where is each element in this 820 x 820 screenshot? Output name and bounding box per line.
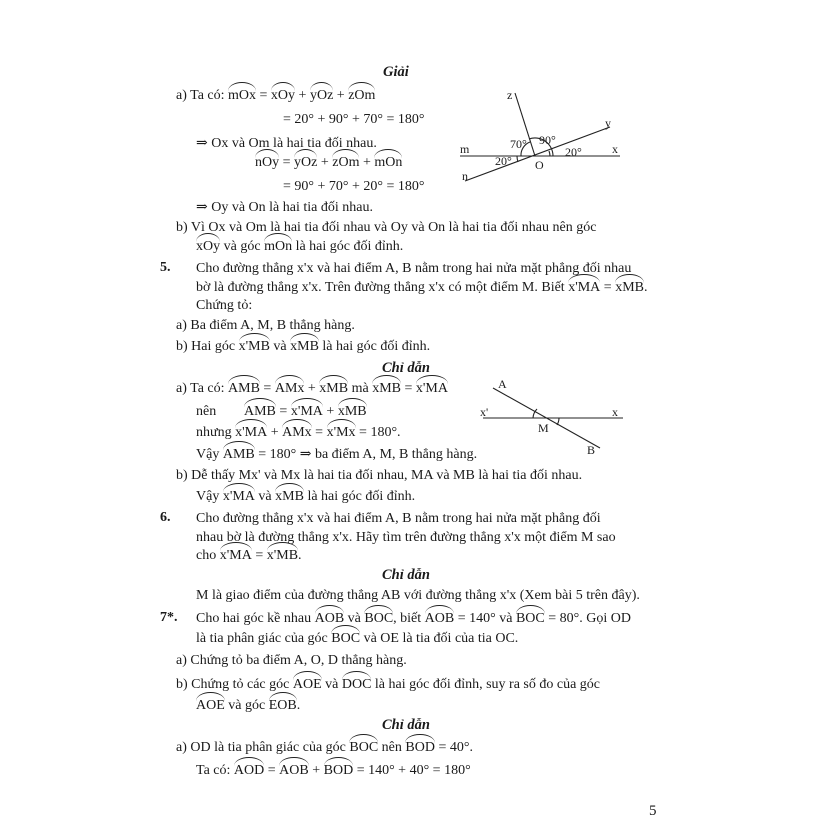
problem-7-number: 7*.: [160, 610, 178, 625]
c6-line-1: M là giao điểm của đường thẳng AB với đường thẳng x'x (Xem bài 5 trên đây).: [196, 588, 640, 603]
label-x-prime: x': [480, 405, 489, 419]
angle: mOx: [228, 88, 257, 103]
problem-6-number: 6.: [160, 510, 171, 525]
angle: xOy: [196, 239, 221, 254]
line-n-y: [465, 127, 610, 181]
text: a) Ta có:: [176, 88, 229, 103]
text: mà: [348, 381, 373, 396]
sol-line-5: = 90° + 70° + 20° = 180°: [283, 179, 425, 194]
angle: x'Mx: [326, 425, 356, 440]
text: cho: [196, 548, 220, 563]
sol-line-8: [196, 238, 403, 256]
angle: zOm: [348, 88, 376, 103]
angle: AOD: [233, 763, 265, 778]
p7-part-b-1: [176, 676, 600, 694]
angle: BOC: [364, 611, 394, 626]
c5-line-3: [196, 424, 401, 442]
text: nhưng: [196, 425, 236, 440]
c5-line-1: [176, 380, 448, 398]
text: .: [644, 280, 648, 295]
angle: AOE: [196, 698, 225, 713]
sol-line-3: ⇒ Ox và Om là hai tia đối nhau.: [196, 136, 377, 151]
text: =: [259, 381, 275, 396]
text: =: [401, 381, 416, 396]
angle: x'MA: [235, 425, 268, 440]
text: +: [308, 763, 324, 778]
text: và góc: [220, 239, 265, 254]
angle: xMB: [337, 404, 367, 419]
angle: AOB: [314, 611, 345, 626]
p5-line-3: Chứng tỏ:: [196, 298, 253, 313]
text: +: [359, 155, 375, 170]
label-20-right: 20°: [565, 145, 582, 159]
text: và góc: [224, 698, 269, 713]
text: =: [264, 763, 280, 778]
angle: BOC: [349, 740, 379, 755]
figure-line-amb: [475, 378, 635, 458]
text: Vậy: [196, 447, 223, 462]
text: b) Chứng tỏ các góc: [176, 677, 293, 692]
c5-line-6: [196, 488, 415, 506]
text: = 40°.: [434, 740, 473, 755]
angle: BOD: [405, 740, 435, 755]
angle: x'MA: [219, 548, 252, 563]
text: = 180°.: [355, 425, 401, 440]
text: là hai góc đối đỉnh.: [292, 239, 404, 254]
text: +: [333, 88, 349, 103]
heading-giai: Giải: [383, 64, 409, 80]
p7-line-2: [196, 630, 518, 648]
text: = 140° và: [454, 611, 516, 626]
arc-20-left: [517, 156, 518, 162]
text: là hai góc đối đỉnh.: [303, 489, 416, 504]
text: =: [275, 404, 291, 419]
text: =: [600, 280, 616, 295]
angle: xMB: [290, 339, 319, 354]
text: = 80°. Gọi OD: [544, 611, 631, 626]
label-a: A: [498, 377, 507, 391]
angle: AMx: [282, 425, 312, 440]
text: bờ là đường thẳng x'x. Trên đường thẳng x'x có một điểm M. Biết: [196, 280, 569, 295]
c5-line-4: [196, 446, 477, 464]
text: Vậy: [196, 489, 223, 504]
sol-line-1: [176, 87, 375, 105]
text: là hai góc đối đỉnh, suy ra số đo của góc: [371, 677, 601, 692]
angle: AOB: [424, 611, 455, 626]
angle: AMB: [228, 381, 260, 396]
text: +: [322, 404, 338, 419]
label-m: m: [460, 142, 470, 156]
angle: x'MA: [415, 381, 448, 396]
p6-line-1: Cho đường thẳng x'x và hai điểm A, B nằm trong hai nửa mặt phẳng đối: [196, 511, 601, 526]
angle: x'MB: [266, 548, 299, 563]
angle: BOC: [515, 611, 545, 626]
sol-line-6: ⇒ Oy và On là hai tia đối nhau.: [196, 200, 373, 215]
angle: AOE: [292, 677, 322, 692]
angle: AMB: [222, 447, 255, 462]
figure-angles-o: [455, 85, 635, 190]
text: và: [344, 611, 365, 626]
angle: mOn: [374, 155, 403, 170]
text: nên: [196, 404, 217, 419]
heading-chi-dan-7: Chỉ dẫn: [382, 717, 430, 733]
label-n: n: [462, 169, 468, 183]
text: = 180° ⇒ ba điểm A, M, B thẳng hàng.: [254, 447, 478, 462]
label-o: O: [535, 158, 544, 172]
p5-line-2: [196, 279, 648, 297]
angle: AMx: [274, 381, 305, 396]
text: a) Ta có:: [176, 381, 229, 396]
text: Cho hai góc kề nhau: [196, 611, 315, 626]
arc-xmb: [557, 418, 559, 425]
page-number: 5: [649, 803, 657, 819]
sol-line-7: b) Vì Ox và Om là hai tia đối nhau và Oy và On là hai tia đối nhau nên góc: [176, 220, 597, 235]
angle: AMB: [244, 404, 276, 419]
angle: BOD: [323, 763, 354, 778]
text: và: [321, 677, 342, 692]
arc-20-right: [549, 151, 550, 156]
label-90: 90°: [539, 133, 556, 147]
problem-5-number: 5.: [160, 260, 171, 275]
p5-line-1: Cho đường thẳng x'x và hai điểm A, B nằm trong hai nửa mặt phẳng đối nhau: [196, 261, 632, 276]
label-y: y: [605, 116, 611, 130]
angle: AOB: [279, 763, 309, 778]
angle: xMB: [372, 381, 401, 396]
text: và: [269, 339, 291, 354]
angle: xMB: [615, 280, 644, 295]
label-m: M: [538, 421, 549, 435]
c7-line-2: [196, 762, 471, 780]
label-20-left: 20°: [495, 154, 512, 168]
p5-part-b: [176, 338, 430, 356]
label-b: B: [587, 443, 596, 457]
text: +: [304, 381, 320, 396]
text: .: [298, 548, 302, 563]
text: = 140° + 40° = 180°: [353, 763, 471, 778]
angle: mOn: [264, 239, 293, 254]
text: , biết: [393, 611, 425, 626]
heading-chi-dan-5: Chỉ dẫn: [382, 360, 430, 376]
text: là tia phân giác của góc: [196, 631, 332, 646]
angle: x'MA: [568, 280, 601, 295]
text: và: [254, 489, 276, 504]
p7-line-1: [196, 610, 631, 628]
text: =: [279, 155, 295, 170]
angle: xMB: [319, 381, 349, 396]
angle: EOB: [268, 698, 297, 713]
text: =: [256, 88, 271, 103]
text: =: [251, 548, 267, 563]
angle: yOz: [294, 155, 318, 170]
text: b) Hai góc: [176, 339, 239, 354]
angle: x'MA: [290, 404, 323, 419]
sol-line-4: [255, 154, 402, 172]
angle: zOm: [332, 155, 360, 170]
angle: BOC: [331, 631, 361, 646]
heading-chi-dan-6: Chỉ dẫn: [382, 567, 430, 583]
label-z: z: [507, 88, 513, 102]
p6-line-2: nhau bờ là đường thẳng x'x. Hãy tìm trên đường thẳng x'x một điểm M sao: [196, 530, 616, 545]
label-x: x: [612, 405, 618, 419]
label-70: 70°: [510, 137, 527, 151]
angle: x'MB: [238, 339, 270, 354]
text: a) OD là tia phân giác của góc: [176, 740, 350, 755]
text: .: [296, 698, 301, 713]
text: nên: [378, 740, 406, 755]
angle: yOz: [309, 88, 334, 103]
p7-part-a: a) Chứng tỏ ba điểm A, O, D thẳng hàng.: [176, 653, 407, 668]
sol-line-2: = 20° + 90° + 70° = 180°: [283, 112, 425, 127]
text: +: [295, 88, 310, 103]
p5-part-a: a) Ba điểm A, M, B thẳng hàng.: [176, 318, 355, 333]
c7-line-1: [176, 739, 473, 757]
angle: xOy: [270, 88, 296, 103]
text: =: [311, 425, 327, 440]
p6-line-3: [196, 547, 302, 565]
text: là hai góc đối đỉnh.: [318, 339, 431, 354]
label-x: x: [612, 142, 618, 156]
angle: nOy: [255, 155, 280, 170]
text: và OE là tia đối của tia OC.: [360, 631, 519, 646]
c5-line-5: b) Dễ thấy Mx' và Mx là hai tia đối nhau, MA và MB là hai tia đối nhau.: [176, 468, 583, 483]
angle: DOC: [341, 677, 372, 692]
text: Ta có:: [196, 763, 234, 778]
p7-part-b-2: [196, 697, 300, 715]
angle: xMB: [275, 489, 304, 504]
text: +: [317, 155, 333, 170]
text: +: [267, 425, 283, 440]
angle: x'MA: [222, 489, 255, 504]
